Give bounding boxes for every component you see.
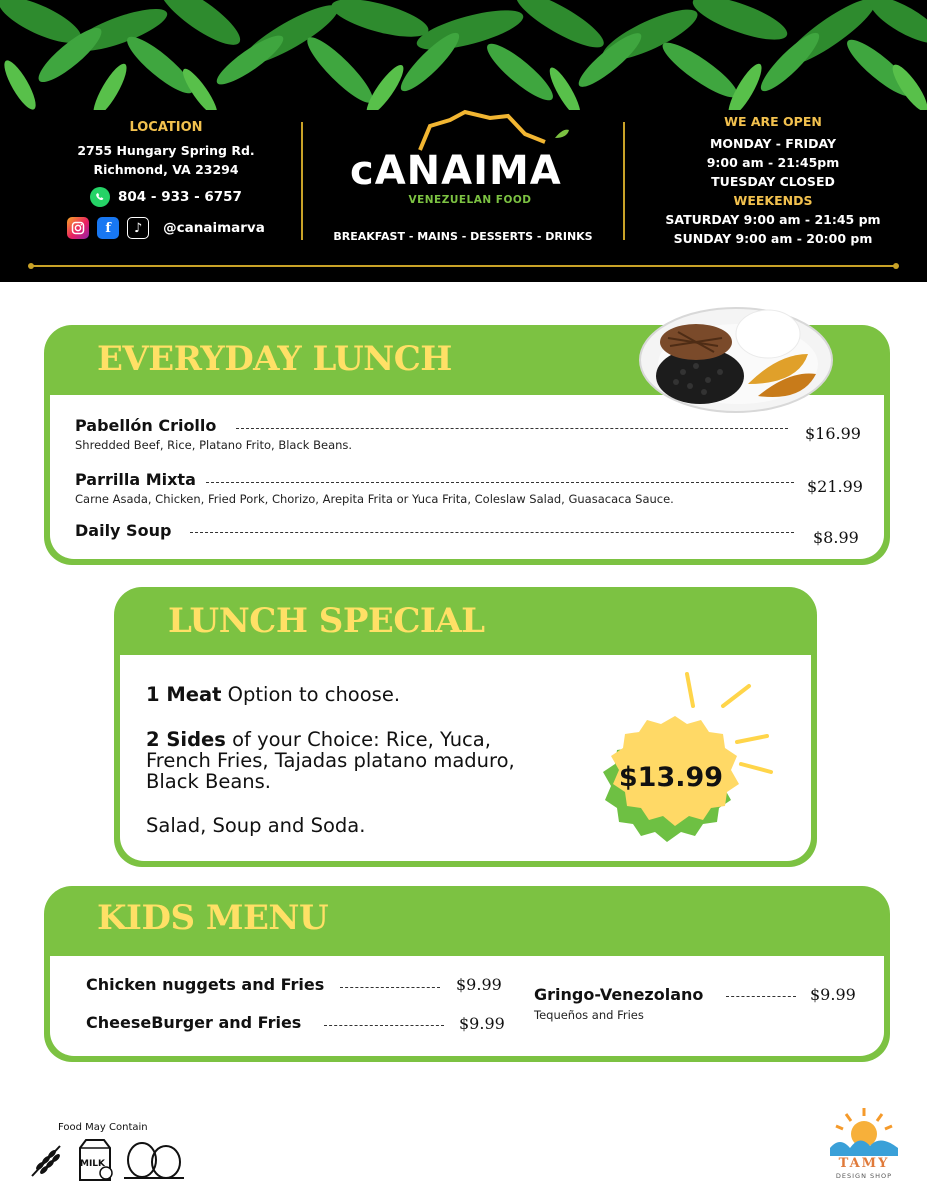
wheat-icon	[26, 1140, 66, 1180]
location-title: LOCATION	[129, 120, 203, 135]
menu-item-description: Carne Asada, Chicken, Fried Pork, Chorizo, Arepita Frita or Yuca Frita, Coleslaw Salad, Guasacaca Sauce.	[75, 492, 674, 506]
address-line-2: Richmond, VA 23294	[93, 162, 239, 177]
sun-waves-icon	[826, 1108, 902, 1158]
hours-title: WE ARE OPEN	[724, 114, 822, 129]
rule-dot	[28, 263, 34, 269]
kids-menu-title: KIDS MENU	[97, 898, 329, 938]
price-leader	[726, 996, 796, 997]
designer-logo	[826, 1108, 902, 1182]
location-block	[30, 118, 302, 239]
canaima-logo	[330, 108, 600, 218]
lunch-special-price: $13.99	[618, 762, 724, 793]
kids-item	[534, 985, 703, 1022]
lunch-special-sides-text: of your Choice: Rice, Yuca,	[225, 728, 491, 751]
rule-dot	[893, 263, 899, 269]
milk-carton-icon	[74, 1138, 116, 1182]
lunch-special-line	[146, 729, 491, 750]
kids-item-name: CheeseBurger and Fries	[86, 1013, 302, 1032]
price-leader	[190, 532, 794, 533]
lunch-special-line: Salad, Soup and Soda.	[146, 814, 366, 837]
kids-menu-card	[44, 886, 890, 1062]
lunch-special-meat-text: Option to choose.	[221, 683, 401, 706]
instagram-icon[interactable]	[67, 217, 89, 239]
menu-item	[75, 470, 674, 506]
lunch-special-meat-bold: 1 Meat	[146, 683, 222, 706]
logo-subtitle: VENEZUELAN FOOD	[408, 194, 532, 206]
designer-name: TAMY	[838, 1156, 890, 1171]
price-leader	[206, 482, 794, 483]
kids-item-price: $9.99	[456, 975, 502, 994]
menu-header	[0, 0, 927, 282]
social-row	[30, 217, 302, 239]
designer-subtitle: DESIGN SHOP	[835, 1172, 893, 1180]
kids-item-price: $9.99	[459, 1014, 505, 1033]
lunch-special-sides-bold: 2 Sides	[146, 728, 226, 751]
allergen-label: Food May Contain	[58, 1122, 148, 1133]
price-leader	[236, 428, 788, 429]
sunday-hours: SUNDAY 9:00 am - 20:00 pm	[673, 231, 873, 246]
lunch-special-line: French Fries, Tajadas platano maduro,	[146, 749, 515, 772]
weekday-label: MONDAY - FRIDAY	[709, 136, 837, 151]
phone-row	[30, 187, 302, 207]
price-leader	[340, 987, 440, 988]
pabellon-plate-image	[638, 302, 834, 414]
facebook-icon[interactable]: f	[97, 217, 119, 239]
opening-hours	[652, 112, 894, 248]
weekday-hours: 9:00 am - 21:45pm	[706, 155, 840, 170]
lunch-special-title: LUNCH SPECIAL	[168, 601, 485, 641]
lunch-special-line: Black Beans.	[146, 770, 271, 793]
kids-item-price: $9.99	[810, 985, 856, 1004]
tropical-leaves-decoration	[0, 0, 927, 110]
price-leader	[324, 1025, 444, 1026]
header-bottom-rule	[30, 265, 897, 267]
header-divider-right	[623, 122, 625, 240]
everyday-lunch-title: EVERYDAY LUNCH	[97, 339, 452, 379]
menu-item-price: $21.99	[807, 477, 863, 496]
milk-label: MILK	[80, 1159, 106, 1169]
tiktok-icon[interactable]: ♪	[127, 217, 149, 239]
menu-item-name: Daily Soup	[75, 521, 172, 540]
kids-item-name: Chicken nuggets and Fries	[86, 975, 325, 994]
menu-item-name: Pabellón Criollo	[75, 416, 217, 435]
social-handle[interactable]: @canaimarva	[163, 219, 265, 236]
eggs-icon	[122, 1138, 186, 1180]
address-line-1: 2755 Hungary Spring Rd.	[77, 143, 255, 158]
logo-wordmark: cANAIMA	[350, 148, 562, 194]
menu-item-description: Shredded Beef, Rice, Platano Frito, Black Beans.	[75, 438, 353, 452]
menu-item	[75, 521, 171, 540]
kids-item-name: Gringo-Venezolano	[534, 985, 704, 1004]
tuesday-closed: TUESDAY CLOSED	[711, 174, 835, 189]
menu-item	[75, 416, 352, 452]
phone-number[interactable]: 804 - 933 - 6757	[118, 188, 242, 205]
menu-item-price: $8.99	[813, 528, 859, 547]
kids-menu-panel	[50, 956, 884, 1056]
saturday-hours: SATURDAY 9:00 am - 21:45 pm	[665, 212, 881, 227]
menu-item-price: $16.99	[805, 424, 861, 443]
weekends-title: WEEKENDS	[733, 193, 813, 208]
lunch-special-line	[146, 684, 400, 705]
menu-item-name: Parrilla Mixta	[75, 470, 196, 489]
menu-categories: BREAKFAST - MAINS - DESSERTS - DRINKS	[333, 230, 593, 243]
kids-item-description: Tequeños and Fries	[534, 1008, 644, 1022]
whatsapp-icon	[90, 187, 110, 207]
